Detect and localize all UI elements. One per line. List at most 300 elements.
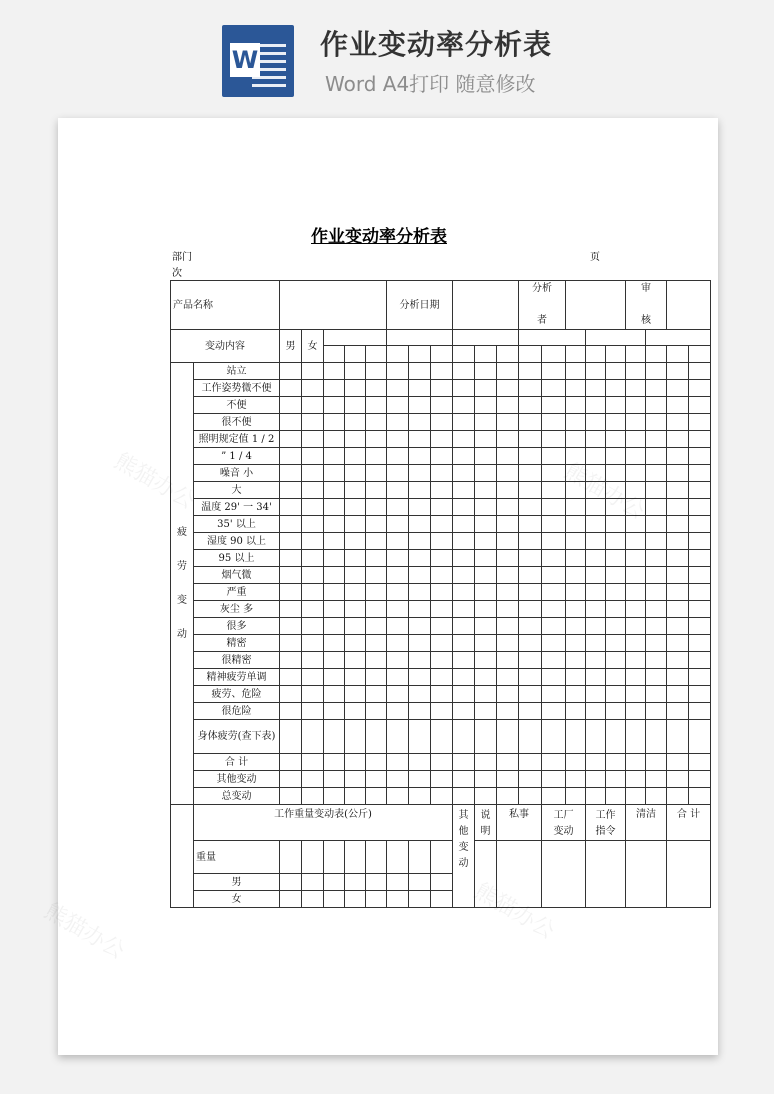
grid-cell[interactable] — [586, 431, 606, 448]
grid-cell[interactable] — [566, 567, 586, 584]
grid-cell[interactable] — [431, 516, 453, 533]
grid-cell[interactable] — [497, 499, 519, 516]
grid-cell[interactable] — [606, 363, 626, 380]
grid-cell[interactable] — [626, 567, 646, 584]
grid-cell[interactable] — [566, 431, 586, 448]
grid-cell[interactable] — [345, 601, 366, 618]
grid-cell[interactable] — [345, 516, 366, 533]
grid-cell[interactable] — [409, 788, 431, 805]
grid-cell[interactable] — [324, 465, 345, 482]
grid-cell[interactable] — [431, 618, 453, 635]
grid-cell[interactable] — [586, 465, 606, 482]
grid-cell[interactable] — [453, 703, 475, 720]
grid-cell[interactable] — [453, 465, 475, 482]
grid-cell[interactable] — [646, 754, 667, 771]
grid-cell[interactable] — [280, 652, 302, 669]
weight-cell[interactable] — [409, 891, 431, 908]
grid-cell[interactable] — [689, 601, 711, 618]
grid-cell[interactable] — [646, 567, 667, 584]
grid-cell[interactable] — [606, 499, 626, 516]
weight-cell[interactable] — [280, 891, 302, 908]
grid-cell[interactable] — [366, 686, 387, 703]
grid-cell[interactable] — [626, 380, 646, 397]
grid-cell[interactable] — [689, 380, 711, 397]
grid-cell[interactable] — [626, 397, 646, 414]
grid-cell[interactable] — [667, 414, 689, 431]
grid-cell[interactable] — [387, 533, 409, 550]
grid-cell[interactable] — [409, 363, 431, 380]
grid-cell[interactable] — [497, 397, 519, 414]
grid-cell[interactable] — [646, 703, 667, 720]
grid-cell[interactable] — [302, 567, 324, 584]
grid-cell[interactable] — [302, 465, 324, 482]
grid-cell[interactable] — [345, 788, 366, 805]
grid-cell[interactable] — [366, 533, 387, 550]
grid-cell[interactable] — [606, 431, 626, 448]
grid-cell[interactable] — [646, 652, 667, 669]
grid-cell[interactable] — [409, 448, 431, 465]
grid-cell[interactable] — [280, 414, 302, 431]
grid-cell[interactable] — [366, 448, 387, 465]
grid-cell[interactable] — [606, 601, 626, 618]
grid-cell[interactable] — [302, 482, 324, 499]
grid-cell[interactable] — [606, 346, 626, 363]
grid-cell[interactable] — [302, 686, 324, 703]
grid-cell[interactable] — [667, 516, 689, 533]
grid-cell[interactable] — [586, 584, 606, 601]
grid-cell[interactable] — [302, 499, 324, 516]
grid-cell[interactable] — [646, 686, 667, 703]
grid-cell[interactable] — [566, 380, 586, 397]
grid-cell[interactable] — [453, 482, 475, 499]
grid-cell[interactable] — [606, 635, 626, 652]
grid-cell[interactable] — [302, 550, 324, 567]
grid-cell[interactable] — [519, 363, 542, 380]
grid-cell[interactable] — [302, 669, 324, 686]
grid-cell[interactable] — [646, 499, 667, 516]
grid-cell[interactable] — [324, 601, 345, 618]
grid-cell[interactable] — [366, 516, 387, 533]
grid-cell[interactable] — [519, 652, 542, 669]
grid-cell[interactable] — [345, 397, 366, 414]
grid-cell[interactable] — [586, 499, 606, 516]
grid-cell[interactable] — [667, 431, 689, 448]
grid-cell[interactable] — [366, 788, 387, 805]
grid-cell[interactable] — [280, 601, 302, 618]
grid-cell[interactable] — [324, 584, 345, 601]
grid-cell[interactable] — [453, 363, 475, 380]
grid-cell[interactable] — [324, 771, 345, 788]
weight-cell[interactable] — [431, 841, 453, 874]
grid-cell[interactable] — [453, 499, 475, 516]
grid-cell[interactable] — [497, 465, 519, 482]
grid-cell[interactable] — [689, 584, 711, 601]
grid-cell[interactable] — [475, 703, 497, 720]
grid-cell[interactable] — [366, 584, 387, 601]
grid-cell[interactable] — [646, 788, 667, 805]
grid-cell[interactable] — [689, 686, 711, 703]
grid-cell[interactable] — [387, 601, 409, 618]
grid-cell[interactable] — [475, 635, 497, 652]
analyst-cell[interactable] — [566, 281, 626, 330]
grid-cell[interactable] — [345, 771, 366, 788]
grid-cell[interactable] — [626, 550, 646, 567]
grid-cell[interactable] — [586, 397, 606, 414]
weight-cell[interactable] — [366, 841, 387, 874]
grid-cell[interactable] — [387, 703, 409, 720]
grid-cell[interactable] — [519, 754, 542, 771]
grid-cell[interactable] — [497, 550, 519, 567]
grid-cell[interactable] — [519, 601, 542, 618]
grid-cell[interactable] — [519, 482, 542, 499]
review-cell[interactable] — [667, 281, 711, 330]
grid-cell[interactable] — [387, 363, 409, 380]
grid-cell[interactable] — [409, 652, 431, 669]
grid-cell[interactable] — [302, 754, 324, 771]
grid-cell[interactable] — [626, 448, 646, 465]
grid-cell[interactable] — [626, 363, 646, 380]
grid-cell[interactable] — [566, 550, 586, 567]
grid-cell[interactable] — [542, 635, 566, 652]
grid-cell[interactable] — [667, 397, 689, 414]
grid-cell[interactable] — [475, 465, 497, 482]
grid-cell[interactable] — [409, 414, 431, 431]
weight-cell[interactable] — [280, 841, 302, 874]
grid-cell[interactable] — [667, 499, 689, 516]
grid-cell[interactable] — [497, 669, 519, 686]
grid-cell[interactable] — [667, 669, 689, 686]
grid-cell[interactable] — [366, 703, 387, 720]
grid-cell[interactable] — [302, 771, 324, 788]
grid-cell[interactable] — [324, 363, 345, 380]
grid-cell[interactable] — [453, 584, 475, 601]
grid-cell[interactable] — [366, 431, 387, 448]
grid-cell[interactable] — [689, 550, 711, 567]
grid-cell[interactable] — [324, 703, 345, 720]
grid-cell[interactable] — [431, 363, 453, 380]
grid-cell[interactable] — [519, 431, 542, 448]
grid-cell[interactable] — [667, 788, 689, 805]
grid-cell[interactable] — [689, 788, 711, 805]
grid-cell[interactable] — [606, 550, 626, 567]
grid-cell[interactable] — [409, 635, 431, 652]
grid-cell[interactable] — [453, 618, 475, 635]
grid-cell[interactable] — [453, 550, 475, 567]
grid-cell[interactable] — [646, 584, 667, 601]
grid-cell[interactable] — [302, 533, 324, 550]
grid-cell[interactable] — [542, 516, 566, 533]
weight-cell[interactable] — [409, 841, 431, 874]
grid-cell[interactable] — [626, 533, 646, 550]
grid-cell[interactable] — [302, 397, 324, 414]
grid-cell[interactable] — [366, 567, 387, 584]
grid-cell[interactable] — [606, 465, 626, 482]
grid-cell[interactable] — [409, 584, 431, 601]
grid-cell[interactable] — [606, 754, 626, 771]
grid-cell[interactable] — [453, 380, 475, 397]
grid-cell[interactable] — [497, 380, 519, 397]
grid-cell[interactable] — [606, 516, 626, 533]
grid-cell[interactable] — [646, 431, 667, 448]
grid-cell[interactable] — [280, 635, 302, 652]
grid-cell[interactable] — [431, 652, 453, 669]
explain-cell[interactable] — [475, 841, 497, 908]
grid-cell[interactable] — [519, 567, 542, 584]
grid-cell[interactable] — [626, 431, 646, 448]
grid-cell[interactable] — [667, 448, 689, 465]
weight-cell[interactable] — [302, 841, 324, 874]
grid-cell[interactable] — [626, 465, 646, 482]
grid-cell[interactable] — [453, 720, 475, 754]
grid-cell[interactable] — [519, 448, 542, 465]
grid-cell[interactable] — [475, 346, 497, 363]
weight-cell[interactable] — [280, 874, 302, 891]
grid-cell[interactable] — [626, 720, 646, 754]
grid-cell[interactable] — [606, 380, 626, 397]
grid-cell[interactable] — [366, 499, 387, 516]
grid-cell[interactable] — [302, 601, 324, 618]
grid-cell[interactable] — [542, 703, 566, 720]
weight-cell[interactable] — [345, 841, 366, 874]
grid-cell[interactable] — [586, 346, 606, 363]
grid-cell[interactable] — [475, 482, 497, 499]
grid-cell[interactable] — [453, 516, 475, 533]
grid-cell[interactable] — [646, 669, 667, 686]
grid-cell[interactable] — [345, 346, 366, 363]
grid-cell[interactable] — [302, 414, 324, 431]
grid-cell[interactable] — [387, 431, 409, 448]
grid-cell[interactable] — [519, 414, 542, 431]
grid-cell[interactable] — [586, 720, 606, 754]
grid-cell[interactable] — [453, 669, 475, 686]
grid-cell[interactable] — [324, 397, 345, 414]
grid-cell[interactable] — [586, 771, 606, 788]
grid-cell[interactable] — [345, 380, 366, 397]
grid-cell[interactable] — [431, 346, 453, 363]
grid-cell[interactable] — [475, 567, 497, 584]
grid-cell[interactable] — [689, 703, 711, 720]
grid-cell[interactable] — [566, 346, 586, 363]
grid-cell[interactable] — [453, 788, 475, 805]
grid-cell[interactable] — [409, 533, 431, 550]
grid-cell[interactable] — [302, 448, 324, 465]
grid-cell[interactable] — [475, 652, 497, 669]
grid-cell[interactable] — [431, 771, 453, 788]
grid-cell[interactable] — [431, 788, 453, 805]
grid-cell[interactable] — [431, 584, 453, 601]
grid-cell[interactable] — [453, 431, 475, 448]
grid-cell[interactable] — [431, 448, 453, 465]
grid-cell[interactable] — [667, 482, 689, 499]
grid-cell[interactable] — [566, 669, 586, 686]
grid-cell[interactable] — [646, 380, 667, 397]
grid-cell[interactable] — [431, 567, 453, 584]
product-name-cell[interactable] — [280, 281, 387, 330]
grid-cell[interactable] — [345, 703, 366, 720]
grid-cell[interactable] — [302, 703, 324, 720]
grid-cell[interactable] — [689, 669, 711, 686]
grid-cell[interactable] — [409, 669, 431, 686]
grid-cell[interactable] — [280, 448, 302, 465]
grid-cell[interactable] — [280, 465, 302, 482]
weight-cell[interactable] — [409, 874, 431, 891]
grid-cell[interactable] — [566, 618, 586, 635]
grid-cell[interactable] — [431, 431, 453, 448]
grid-cell[interactable] — [646, 635, 667, 652]
grid-cell[interactable] — [566, 448, 586, 465]
grid-cell[interactable] — [324, 635, 345, 652]
grid-cell[interactable] — [431, 601, 453, 618]
grid-cell[interactable] — [409, 703, 431, 720]
grid-cell[interactable] — [519, 465, 542, 482]
grid-cell[interactable] — [324, 482, 345, 499]
grid-cell[interactable] — [324, 754, 345, 771]
grid-cell[interactable] — [324, 431, 345, 448]
grid-cell[interactable] — [366, 346, 387, 363]
grid-cell[interactable] — [566, 686, 586, 703]
grid-cell[interactable] — [586, 754, 606, 771]
grid-cell[interactable] — [324, 516, 345, 533]
grid-cell[interactable] — [497, 567, 519, 584]
grid-cell[interactable] — [542, 397, 566, 414]
grid-cell[interactable] — [387, 465, 409, 482]
grid-cell[interactable] — [606, 414, 626, 431]
grid-cell[interactable] — [689, 482, 711, 499]
weight-cell[interactable] — [387, 841, 409, 874]
grid-cell[interactable] — [667, 601, 689, 618]
grid-cell[interactable] — [626, 788, 646, 805]
grid-cell[interactable] — [646, 397, 667, 414]
grid-cell[interactable] — [409, 550, 431, 567]
grid-cell[interactable] — [586, 635, 606, 652]
grid-cell[interactable] — [345, 533, 366, 550]
grid-cell[interactable] — [586, 601, 606, 618]
grid-cell[interactable] — [280, 720, 302, 754]
grid-cell[interactable] — [431, 550, 453, 567]
weight-cell[interactable] — [324, 874, 345, 891]
grid-cell[interactable] — [366, 720, 387, 754]
grid-cell[interactable] — [475, 533, 497, 550]
grid-cell[interactable] — [566, 601, 586, 618]
weight-cell[interactable] — [387, 874, 409, 891]
grid-cell[interactable] — [453, 686, 475, 703]
grid-cell[interactable] — [302, 720, 324, 754]
grid-cell[interactable] — [387, 771, 409, 788]
grid-cell[interactable] — [366, 414, 387, 431]
grid-cell[interactable] — [646, 516, 667, 533]
grid-cell[interactable] — [519, 346, 542, 363]
grid-cell[interactable] — [302, 380, 324, 397]
grid-cell[interactable] — [475, 754, 497, 771]
grid-cell[interactable] — [497, 482, 519, 499]
grid-cell[interactable] — [606, 397, 626, 414]
grid-cell[interactable] — [431, 635, 453, 652]
grid-cell[interactable] — [519, 533, 542, 550]
weight-cell[interactable] — [431, 874, 453, 891]
grid-cell[interactable] — [689, 397, 711, 414]
grid-cell[interactable] — [586, 669, 606, 686]
grid-cell[interactable] — [345, 686, 366, 703]
grid-cell[interactable] — [324, 618, 345, 635]
grid-cell[interactable] — [431, 754, 453, 771]
weight-cell[interactable] — [431, 891, 453, 908]
grid-cell[interactable] — [387, 499, 409, 516]
weight-cell[interactable] — [345, 891, 366, 908]
grid-cell[interactable] — [387, 618, 409, 635]
grid-cell[interactable] — [519, 703, 542, 720]
grid-cell[interactable] — [345, 635, 366, 652]
grid-cell[interactable] — [387, 414, 409, 431]
grid-cell[interactable] — [646, 550, 667, 567]
grid-cell[interactable] — [519, 686, 542, 703]
grid-cell[interactable] — [280, 703, 302, 720]
grid-cell[interactable] — [542, 686, 566, 703]
grid-cell[interactable] — [606, 533, 626, 550]
grid-cell[interactable] — [497, 754, 519, 771]
grid-cell[interactable] — [345, 431, 366, 448]
grid-cell[interactable] — [324, 380, 345, 397]
grid-cell[interactable] — [497, 431, 519, 448]
grid-cell[interactable] — [431, 482, 453, 499]
grid-cell[interactable] — [453, 533, 475, 550]
grid-cell[interactable] — [431, 703, 453, 720]
grid-cell[interactable] — [497, 771, 519, 788]
grid-cell[interactable] — [667, 567, 689, 584]
grid-cell[interactable] — [475, 788, 497, 805]
grid-cell[interactable] — [366, 771, 387, 788]
grid-cell[interactable] — [586, 414, 606, 431]
grid-cell[interactable] — [542, 363, 566, 380]
grid-cell[interactable] — [566, 788, 586, 805]
grid-cell[interactable] — [689, 652, 711, 669]
grid-cell[interactable] — [586, 550, 606, 567]
grid-cell[interactable] — [689, 720, 711, 754]
grid-cell[interactable] — [689, 516, 711, 533]
grid-cell[interactable] — [689, 618, 711, 635]
grid-cell[interactable] — [497, 448, 519, 465]
grid-cell[interactable] — [453, 414, 475, 431]
grid-cell[interactable] — [409, 754, 431, 771]
grid-cell[interactable] — [519, 635, 542, 652]
grid-cell[interactable] — [606, 720, 626, 754]
analysis-date-cell[interactable] — [453, 281, 519, 330]
grid-cell[interactable] — [566, 754, 586, 771]
grid-cell[interactable] — [475, 499, 497, 516]
grid-cell[interactable] — [542, 720, 566, 754]
grid-cell[interactable] — [519, 516, 542, 533]
grid-cell[interactable] — [606, 788, 626, 805]
grid-cell[interactable] — [324, 550, 345, 567]
grid-cell[interactable] — [280, 567, 302, 584]
grid-cell[interactable] — [586, 686, 606, 703]
grid-cell[interactable] — [626, 771, 646, 788]
grid-cell[interactable] — [453, 567, 475, 584]
grid-cell[interactable] — [280, 397, 302, 414]
grid-cell[interactable] — [646, 771, 667, 788]
grid-cell[interactable] — [324, 448, 345, 465]
grid-cell[interactable] — [409, 720, 431, 754]
grid-cell[interactable] — [646, 465, 667, 482]
grid-cell[interactable] — [497, 363, 519, 380]
grid-cell[interactable] — [475, 380, 497, 397]
grid-cell[interactable] — [497, 601, 519, 618]
grid-cell[interactable] — [345, 584, 366, 601]
grid-cell[interactable] — [519, 499, 542, 516]
grid-cell[interactable] — [626, 601, 646, 618]
grid-cell[interactable] — [302, 652, 324, 669]
grid-cell[interactable] — [345, 754, 366, 771]
grid-cell[interactable] — [324, 686, 345, 703]
